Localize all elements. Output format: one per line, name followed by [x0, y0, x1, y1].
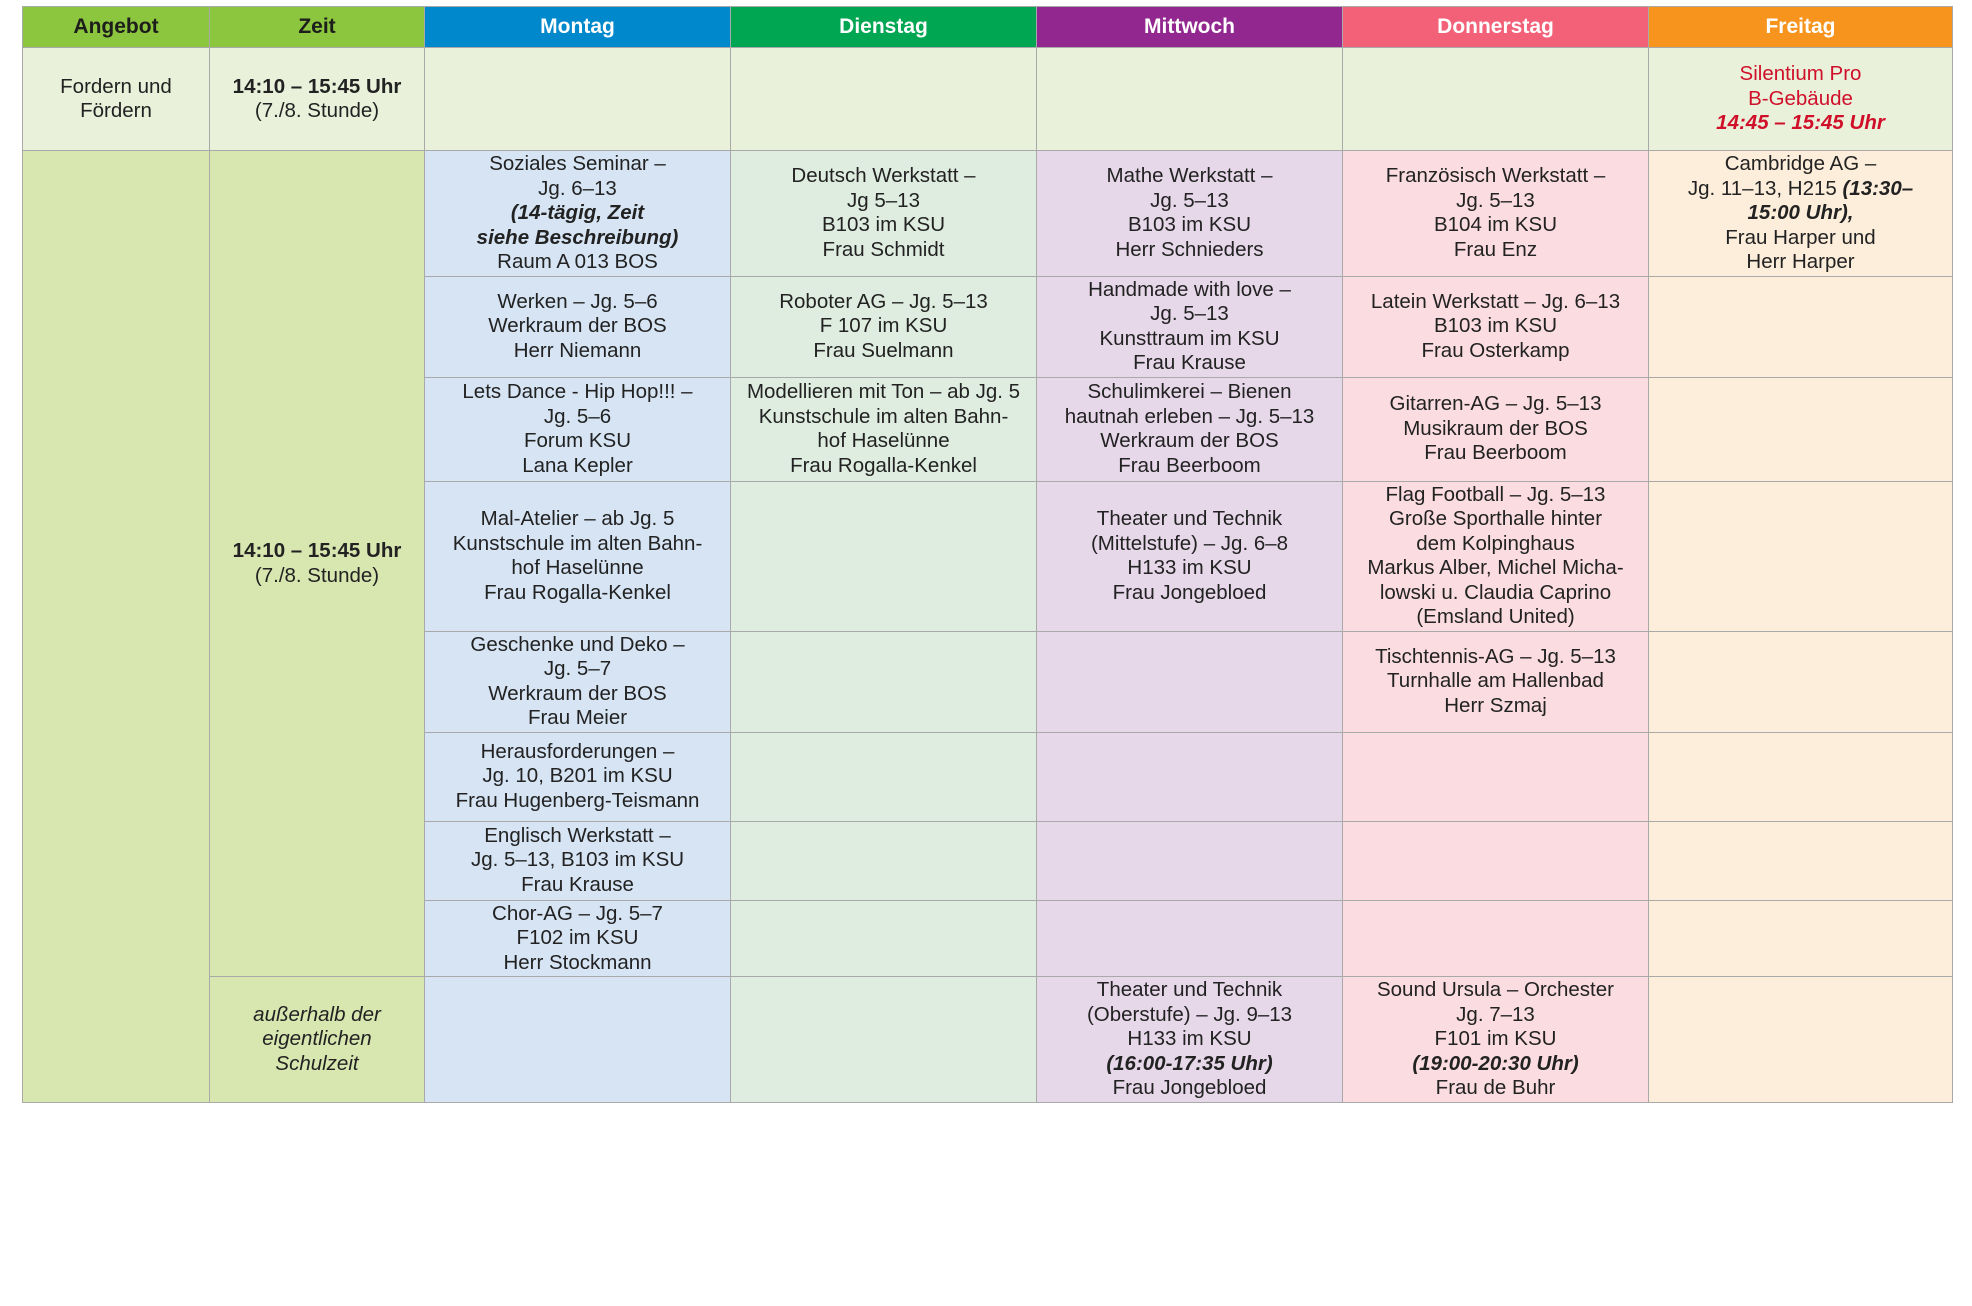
entry-line: (Emsland United) — [1416, 605, 1575, 628]
header-freitag: Freitag — [1649, 7, 1953, 48]
cell-dienstag — [731, 377, 1037, 481]
entry-line: hof Haselünne — [817, 429, 950, 452]
cell-montag — [425, 631, 731, 732]
silentium-time: 14:45 – 15:45 Uhr — [1716, 111, 1885, 135]
cell-freitag — [1649, 151, 1953, 277]
entry-line: Jg. 5–13 — [1150, 188, 1229, 212]
cell-montag — [425, 821, 731, 900]
entry-line: Frau Beerboom — [1424, 441, 1567, 465]
cell-donnerstag — [1343, 481, 1649, 631]
zeit-fordern — [210, 48, 425, 151]
cell-freitag — [1649, 631, 1953, 732]
angebot-ag-cell — [23, 151, 210, 1103]
entry-line: Jg 5–13 — [847, 188, 920, 212]
entry-line: Theater und Technik — [1096, 507, 1283, 530]
entry-line: Jg. 6–13 — [538, 176, 617, 200]
entry-line: (Oberstufe) – Jg. 9–13 — [1086, 1002, 1293, 1026]
zeit-ag-period: (7./8. Stunde) — [254, 563, 380, 587]
entry-line: Herr Harper — [1746, 250, 1855, 273]
entry-line: H133 im KSU — [1127, 1027, 1252, 1050]
entry-text: Jg. 11–13, H215 — [1687, 176, 1843, 200]
entry-line: Frau Osterkamp — [1421, 338, 1570, 362]
silentium-location: B-Gebäude — [1748, 86, 1853, 110]
entry-line: Forum KSU — [523, 429, 632, 452]
entry-line: Schulimkerei – Bienen — [1087, 380, 1292, 403]
entry-line: Herr Stockmann — [503, 950, 652, 974]
cell-mittwoch — [1037, 377, 1343, 481]
cell-donnerstag — [1343, 151, 1649, 277]
cell-mittwoch — [1037, 276, 1343, 377]
entry-line: Jg. 5–13 — [1456, 188, 1535, 212]
entry-time: (13:30– — [1842, 176, 1914, 200]
ag-row — [23, 977, 1953, 1103]
entry-line: Deutsch Werkstatt – — [791, 164, 976, 188]
entry-line: dem Kolpinghaus — [1416, 531, 1575, 555]
cell-dienstag — [731, 481, 1037, 631]
entry-line: Französisch Werkstatt – — [1385, 164, 1606, 188]
cell-mittwoch — [1037, 151, 1343, 277]
silentium-title: Silentium Pro — [1739, 62, 1862, 86]
entry-line: B103 im KSU — [821, 213, 946, 237]
entry-line: Roboter AG – Jg. 5–13 — [779, 289, 988, 313]
entry-line: Frau Rogalla-Kenkel — [790, 453, 977, 477]
cell-donnerstag — [1343, 977, 1649, 1103]
cell-dienstag — [731, 276, 1037, 377]
entry-line: 15:00 Uhr), — [1747, 201, 1854, 224]
cell-freitag — [1649, 732, 1953, 821]
entry-line: Chor-AG – Jg. 5–7 — [492, 901, 663, 925]
entry-line: Flag Football – Jg. 5–13 — [1385, 482, 1606, 506]
angebot-fordern-line: Fördern — [80, 99, 152, 122]
cell-mittwoch — [1037, 732, 1343, 821]
cell-dienstag — [731, 732, 1037, 821]
cell-freitag — [1649, 821, 1953, 900]
zeit-ag-time: 14:10 – 15:45 Uhr — [232, 539, 402, 562]
entry-line: Herausforderungen – — [480, 739, 675, 763]
cell-montag — [425, 276, 731, 377]
entry-line: Mal-Atelier – ab Jg. 5 — [480, 507, 675, 530]
entry-line: B104 im KSU — [1433, 213, 1558, 237]
entry-line: Sound Ursula – Orchester — [1376, 978, 1614, 1001]
cell-montag — [425, 732, 731, 821]
cell-freitag — [1649, 977, 1953, 1103]
cell-donnerstag — [1343, 276, 1649, 377]
cell-donnerstag — [1343, 631, 1649, 732]
entry-line: Werkraum der BOS — [488, 681, 667, 705]
entry-line: Herr Schnieders — [1115, 237, 1264, 261]
entry-line: Mathe Werkstatt – — [1106, 164, 1273, 188]
header-dienstag: Dienstag — [731, 7, 1037, 48]
cell-fordern-dienstag — [731, 48, 1037, 151]
entry-line: Frau Suelmann — [813, 338, 954, 362]
entry-line: Soziales Seminar – — [489, 152, 666, 175]
entry-line: Frau Krause — [521, 872, 634, 896]
zeit-ag-cell — [210, 151, 425, 977]
entry-line: Markus Alber, Michel Micha- — [1367, 556, 1624, 579]
entry-line: F101 im KSU — [1434, 1027, 1557, 1050]
cell-freitag — [1649, 481, 1953, 631]
cell-mittwoch — [1037, 977, 1343, 1103]
entry-line: Handmade with love – — [1088, 277, 1291, 301]
entry-line: Frau Krause — [1133, 351, 1246, 374]
cell-dienstag — [731, 977, 1037, 1103]
cell-freitag — [1649, 900, 1953, 977]
entry-line: B103 im KSU — [1433, 314, 1558, 338]
entry-line: Lana Kepler — [522, 453, 633, 477]
entry-line: Kunsttraum im KSU — [1099, 326, 1280, 350]
entry-line: siehe Beschreibung) — [476, 225, 679, 249]
entry-line: Jg. 5–13 — [1150, 302, 1229, 325]
entry-line: Jg. 10, B201 im KSU — [482, 764, 673, 788]
entry-line: Gitarren-AG – Jg. 5–13 — [1389, 392, 1602, 416]
entry-line: Herr Szmaj — [1444, 693, 1547, 717]
entry-line: (14-tägig, Zeit — [510, 201, 645, 224]
cell-donnerstag — [1343, 900, 1649, 977]
angebot-fordern — [23, 48, 210, 151]
entry-line: (16:00-17:35 Uhr) — [1106, 1051, 1273, 1075]
zeit-extra-line: außerhalb der — [253, 1002, 381, 1026]
entry-line: Jg. 5–6 — [543, 404, 612, 428]
cell-mittwoch — [1037, 821, 1343, 900]
entry-line: Große Sporthalle hinter — [1388, 507, 1603, 530]
entry-line: Jg. 5–7 — [543, 657, 612, 680]
entry-line: Raum A 013 BOS — [497, 250, 658, 273]
entry-line: Herr Niemann — [513, 338, 642, 362]
entry-line: Latein Werkstatt – Jg. 6–13 — [1370, 289, 1621, 313]
entry-line: B103 im KSU — [1127, 213, 1252, 237]
entry-line: Werkraum der BOS — [488, 314, 667, 338]
cell-donnerstag — [1343, 732, 1649, 821]
cell-montag — [425, 977, 731, 1103]
zeit-extra-line: Schulzeit — [275, 1051, 359, 1075]
zeit-fordern-period: (7./8. Stunde) — [254, 99, 380, 122]
cell-donnerstag — [1343, 377, 1649, 481]
header-montag: Montag — [425, 7, 731, 48]
entry-line: F102 im KSU — [516, 926, 639, 949]
cell-fordern-montag — [425, 48, 731, 151]
cell-mittwoch — [1037, 900, 1343, 977]
cell-dienstag — [731, 151, 1037, 277]
entry-line: Turnhalle am Hallenbad — [1387, 669, 1604, 693]
entry-line: Englisch Werkstatt – — [484, 823, 671, 847]
cell-montag — [425, 481, 731, 631]
cell-dienstag — [731, 631, 1037, 732]
header-mittwoch: Mittwoch — [1037, 7, 1343, 48]
entry-line: Frau Rogalla-Kenkel — [484, 580, 671, 604]
cell-dienstag — [731, 821, 1037, 900]
header-donnerstag: Donnerstag — [1343, 7, 1649, 48]
entry-line: Tischtennis-AG – Jg. 5–13 — [1375, 644, 1616, 668]
entry-line: Frau Enz — [1453, 237, 1538, 261]
entry-line: Kunstschule im alten Bahn- — [758, 404, 1009, 428]
entry-line: Lets Dance - Hip Hop!!! – — [462, 380, 693, 403]
entry-line: Frau Schmidt — [822, 237, 945, 261]
entry-line: F 107 im KSU — [819, 314, 948, 338]
entry-line: Cambridge AG – — [1724, 152, 1877, 175]
entry-line: Frau de Buhr — [1435, 1076, 1556, 1099]
entry-line: Jg. 7–13 — [1456, 1002, 1535, 1026]
entry-line: Modellieren mit Ton – ab Jg. 5 — [746, 380, 1021, 403]
cell-fordern-donnerstag — [1343, 48, 1649, 151]
header-zeit: Zeit — [210, 7, 425, 48]
entry-line: Werkraum der BOS — [1100, 429, 1279, 452]
cell-dienstag — [731, 900, 1037, 977]
schedule-table — [22, 6, 1953, 1103]
entry-line: Frau Jongebloed — [1112, 580, 1267, 604]
entry-line: Werken – Jg. 5–6 — [497, 289, 658, 313]
cell-montag — [425, 377, 731, 481]
angebot-fordern-label — [27, 75, 205, 124]
angebot-fordern-line: Fordern und — [60, 74, 172, 98]
cell-mittwoch — [1037, 631, 1343, 732]
entry-line: Theater und Technik — [1096, 978, 1283, 1001]
entry-line: Frau Hugenberg-Teismann — [455, 788, 700, 812]
entry-line: hautnah erleben – Jg. 5–13 — [1064, 404, 1315, 428]
entry-line: Kunstschule im alten Bahn- — [452, 531, 703, 555]
header-angebot: Angebot — [23, 7, 210, 48]
ag-rows — [23, 151, 1953, 1103]
entry-line: Frau Beerboom — [1118, 453, 1261, 477]
entry-line: (Mittelstufe) – Jg. 6–8 — [1090, 531, 1289, 555]
cell-fordern-mittwoch — [1037, 48, 1343, 151]
ag-row — [23, 151, 1953, 277]
entry-line: Frau Harper und — [1725, 225, 1876, 249]
cell-freitag — [1649, 276, 1953, 377]
zeit-extra-cell — [210, 977, 425, 1103]
entry-line: (19:00-20:30 Uhr) — [1412, 1051, 1579, 1075]
entry-line: Musikraum der BOS — [1403, 416, 1588, 440]
cell-montag — [425, 900, 731, 977]
cell-mittwoch — [1037, 481, 1343, 631]
entry-line: Frau Jongebloed — [1112, 1076, 1267, 1099]
entry-line: hof Haselünne — [511, 556, 644, 579]
entry-line: lowski u. Claudia Caprino — [1379, 580, 1612, 604]
row-fordern — [23, 48, 1953, 151]
entry-line: H133 im KSU — [1127, 556, 1252, 579]
entry-line: Frau Meier — [527, 706, 628, 729]
zeit-fordern-time: 14:10 – 15:45 Uhr — [232, 74, 402, 98]
cell-fordern-freitag — [1649, 48, 1953, 151]
cell-montag — [425, 151, 731, 277]
cell-freitag — [1649, 377, 1953, 481]
zeit-extra-line: eigentlichen — [262, 1027, 372, 1050]
cell-donnerstag — [1343, 821, 1649, 900]
header-row — [23, 7, 1953, 48]
entry-line: Geschenke und Deko – — [470, 632, 685, 656]
entry-line — [1653, 177, 1948, 202]
entry-line: Jg. 5–13, B103 im KSU — [470, 848, 685, 872]
